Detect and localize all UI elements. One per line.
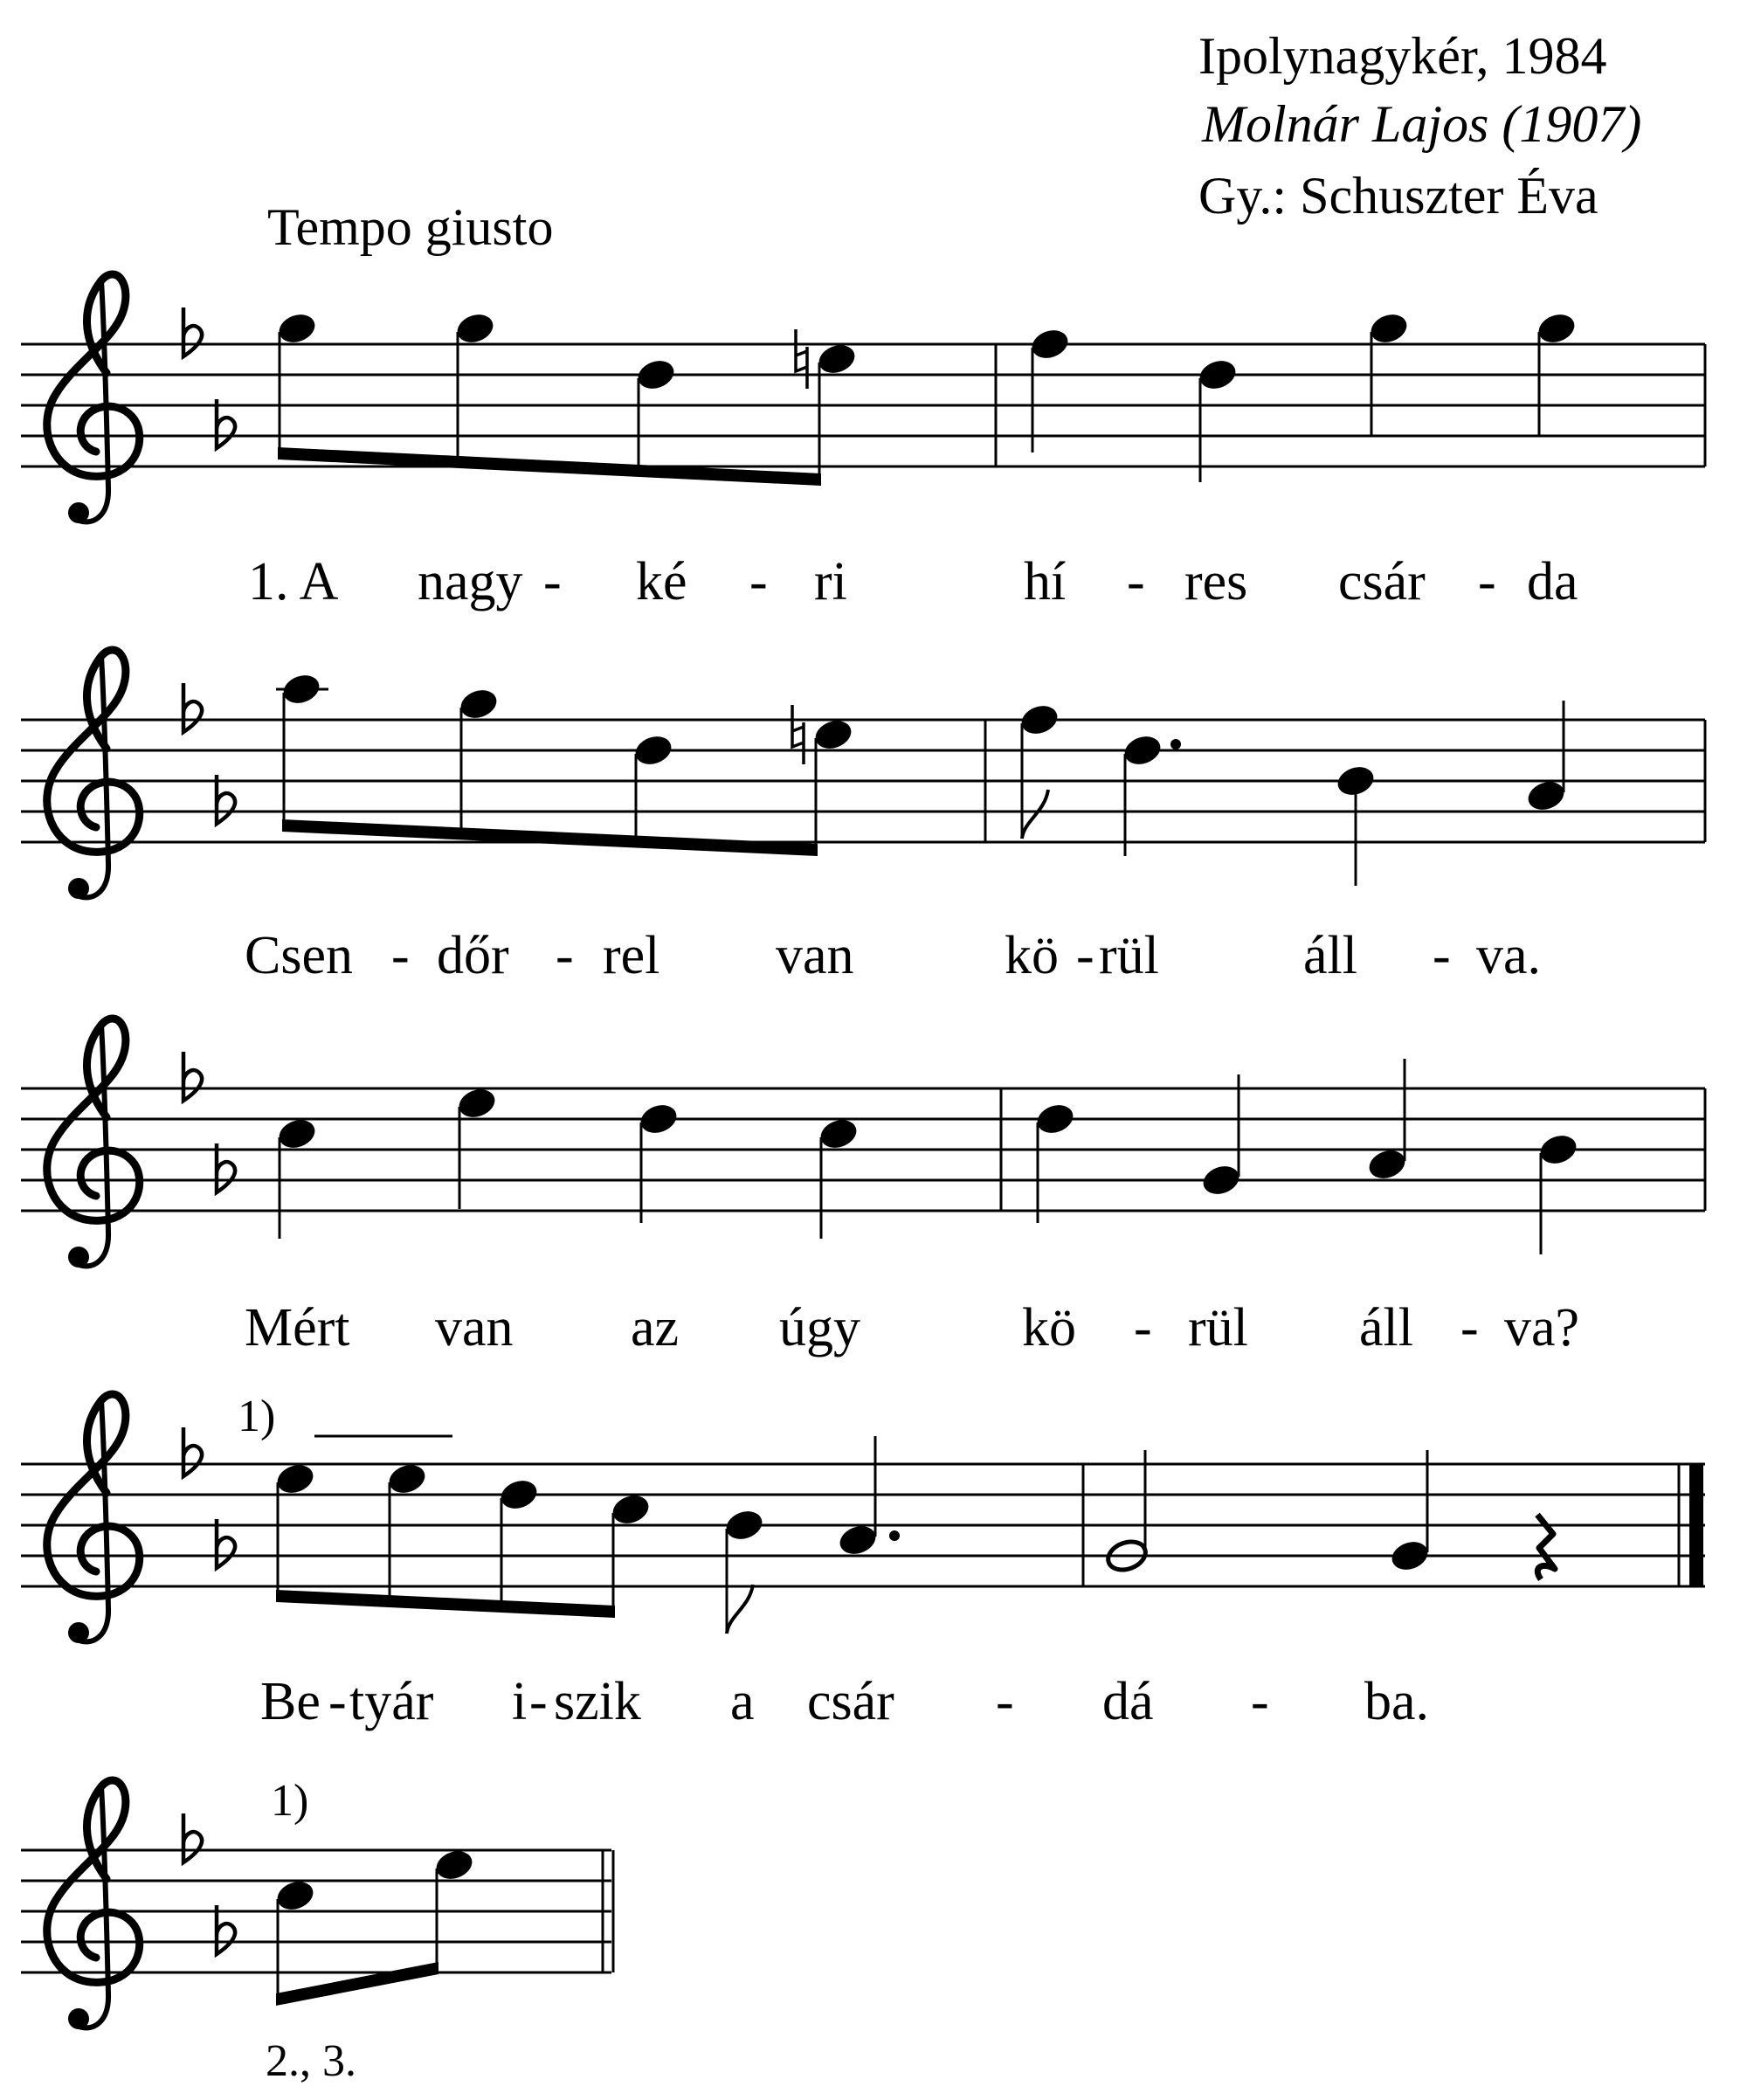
svg-text:-: - — [1251, 1672, 1269, 1731]
svg-text:-: - — [996, 1672, 1014, 1731]
staff-lines — [21, 344, 1705, 466]
svg-text:szik: szik — [554, 1672, 641, 1731]
svg-text:va.: va. — [1476, 926, 1542, 985]
svg-text:van: van — [776, 926, 854, 985]
svg-text:áll: áll — [1303, 926, 1357, 985]
svg-text:csár: csár — [1338, 552, 1426, 611]
svg-text:áll: áll — [1359, 1298, 1413, 1357]
variant-notes — [273, 1847, 476, 2006]
svg-text:kö: kö — [1005, 926, 1059, 985]
svg-text:-: - — [391, 926, 410, 985]
collector: Gy.: Schuszter Éva — [1198, 167, 1598, 225]
note-group-5 — [275, 1085, 860, 1239]
svg-text:ri: ri — [814, 552, 847, 611]
svg-text:rel: rel — [603, 926, 660, 985]
note-group-1 — [275, 310, 859, 486]
dot — [1170, 739, 1181, 750]
svg-text:da: da — [1527, 552, 1578, 611]
svg-text:-: - — [328, 1672, 347, 1731]
variant-staff — [21, 1776, 613, 2086]
svg-text:dőr: dőr — [437, 926, 509, 985]
svg-text:1. A: 1. A — [248, 552, 339, 611]
svg-text:Be: Be — [260, 1672, 321, 1731]
svg-text:-: - — [1433, 926, 1451, 985]
svg-text:csár: csár — [807, 1672, 894, 1731]
svg-text:rül: rül — [1188, 1298, 1248, 1357]
variant-mark: 1) — [238, 1392, 276, 1441]
svg-text:-: - — [1127, 552, 1145, 611]
svg-text:úgy: úgy — [779, 1298, 860, 1357]
place-year: Ipolynagykér, 1984 — [1198, 27, 1607, 85]
tempo-marking: Tempo giusto — [267, 198, 554, 256]
staff-system-2 — [21, 650, 1705, 899]
svg-text:dá: dá — [1102, 1672, 1154, 1731]
note-head — [453, 310, 497, 348]
flag — [1022, 790, 1048, 839]
svg-text:res: res — [1184, 552, 1248, 611]
svg-text:ba.: ba. — [1364, 1672, 1430, 1731]
staff-system-1 — [21, 274, 1705, 523]
svg-text:tyár: tyár — [349, 1672, 434, 1731]
final-barline-thick — [1689, 1464, 1703, 1586]
note-head — [634, 356, 678, 394]
svg-text:kö: kö — [1022, 1298, 1076, 1357]
lyrics-line-3 — [245, 1298, 1579, 1357]
note-head — [815, 341, 859, 378]
svg-text:-: - — [529, 1672, 548, 1731]
staff-system-3 — [21, 1019, 1705, 1268]
svg-text:nagy: nagy — [418, 552, 523, 611]
variant-mark-2: 1) — [271, 1776, 309, 1826]
svg-text:-: - — [1134, 1298, 1152, 1357]
svg-text:-: - — [1460, 1298, 1479, 1357]
svg-text:-: - — [1076, 926, 1094, 985]
lyrics-line-4 — [260, 1672, 1429, 1731]
note-group-7 — [273, 1461, 652, 1618]
svg-text:Csen: Csen — [245, 926, 353, 985]
variant-verses: 2., 3. — [266, 2036, 356, 2086]
staff-system-4 — [21, 1392, 1705, 1643]
performer: Molnár Lajos (1907) — [1202, 95, 1642, 153]
svg-text:ké: ké — [636, 552, 687, 611]
svg-text:-: - — [1478, 552, 1496, 611]
svg-text:Mért: Mért — [245, 1298, 350, 1357]
note-group-2 — [1028, 310, 1578, 482]
svg-text:-: - — [556, 926, 574, 985]
note-group-4 — [1018, 701, 1568, 886]
lyrics-line-2 — [245, 926, 1541, 985]
svg-text:i: i — [512, 1672, 528, 1731]
svg-text:hí: hí — [1024, 552, 1067, 611]
svg-text:-: - — [749, 552, 768, 611]
svg-text:van: van — [435, 1298, 514, 1357]
note-head — [275, 310, 319, 348]
svg-text:rül: rül — [1099, 926, 1159, 985]
svg-text:a: a — [730, 1672, 755, 1731]
svg-text:-: - — [543, 552, 562, 611]
note-group-8 — [722, 1436, 900, 1634]
lyrics-line-1 — [248, 552, 1578, 611]
note-group-9 — [1104, 1450, 1555, 1579]
svg-text:az: az — [631, 1298, 680, 1357]
svg-text:va?: va? — [1504, 1298, 1580, 1357]
note-group-3 — [280, 671, 855, 856]
